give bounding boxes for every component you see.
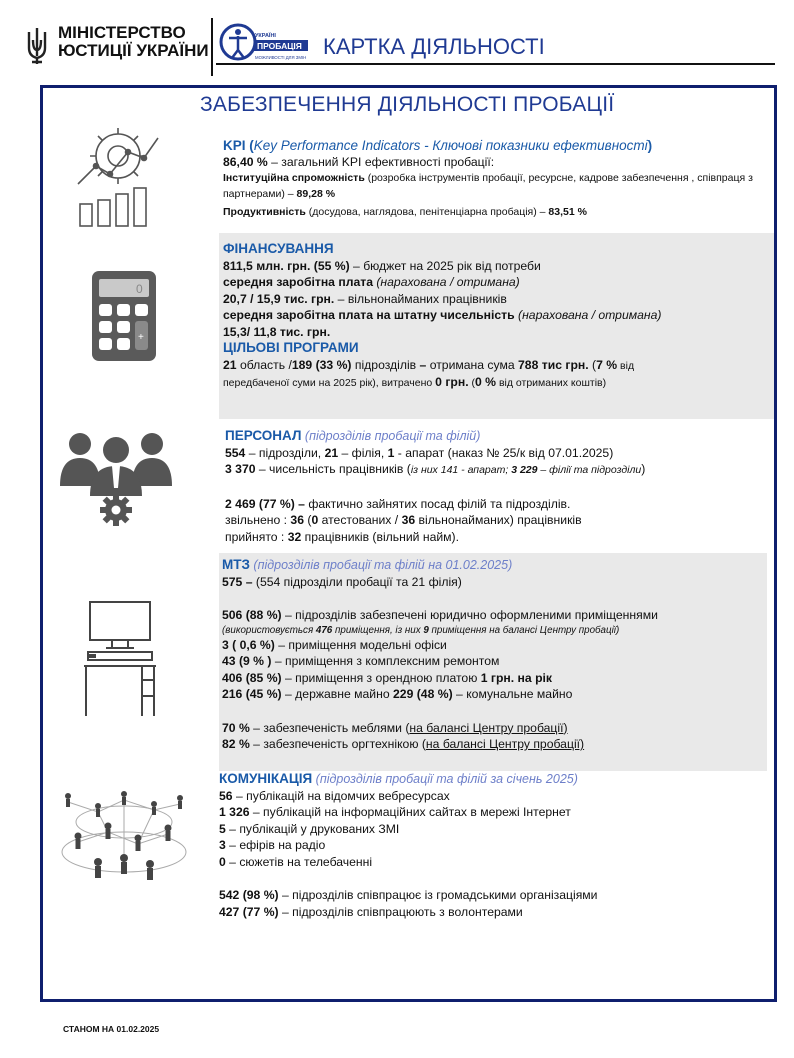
- t: – публікацій на відомчих вебресурсах: [232, 788, 450, 803]
- model-offices: 3 ( 0,6 %): [222, 637, 275, 652]
- mtz-premises-value: 506 (88 %): [222, 608, 282, 622]
- t: – ефірів на радіо: [225, 838, 326, 852]
- t: – забезпеченість меблями (: [249, 720, 410, 735]
- t: від отриманих коштів): [496, 377, 607, 389]
- spent-amount: 0 грн.: [435, 375, 469, 389]
- footer-date: СТАНОМ НА 01.02.2025: [63, 1024, 160, 1034]
- t: – забезпеченість оргтехнікою (: [249, 737, 426, 751]
- kpi-productivity-label: Продуктивність: [223, 206, 306, 218]
- staff-count: 3 370: [225, 462, 256, 476]
- header-rule: [216, 63, 775, 65]
- occupied-positions: 2 469 (77 %) –: [225, 496, 305, 511]
- units-count: 554: [225, 445, 246, 460]
- budget-value: 811,5 млн. грн. (55 %): [223, 258, 350, 273]
- t: передбаченої суми на 2025 рік), витрачено: [223, 377, 436, 389]
- personnel-subheading: (підрозділів пробації та філій): [301, 429, 481, 443]
- radio-broadcasts: 3: [219, 838, 226, 852]
- finance-heading: ФІНАНСУВАННЯ: [223, 241, 334, 256]
- kpi-capacity-value: 89,28 %: [296, 188, 336, 200]
- header-divider: [211, 18, 213, 76]
- furniture-link: на балансі Центру пробації): [409, 720, 568, 735]
- ngo-cooperation: 542 (98 %): [219, 888, 279, 902]
- web-publications: 56: [219, 788, 233, 803]
- network-people-icon: [58, 782, 190, 882]
- finance-section: [223, 241, 768, 392]
- renovated-premises: 43 (9 % ): [222, 654, 272, 668]
- programs-percent: 7 %: [596, 357, 618, 372]
- kpi-productivity-value: 83,51 %: [548, 206, 587, 218]
- dismissed-certified: 0: [311, 513, 319, 527]
- furniture-value: 70 %: [222, 720, 250, 735]
- branches-count: 21: [324, 445, 339, 460]
- budget-text: – бюджет на 2025 рік від потреби: [349, 258, 541, 273]
- ministry-line-2: ЮСТИЦІЇ УКРАЇНИ: [58, 41, 209, 60]
- personnel-section: [225, 428, 770, 545]
- t: – підрозділів співпрацює із громадськими організаціями: [278, 888, 598, 902]
- equipment-value: 82 %: [222, 737, 250, 751]
- mtz-subheading: (підрозділів пробації та філій на 01.02.2025): [249, 558, 513, 572]
- t: – сюжетів на телебаченні: [225, 854, 373, 869]
- staff-salary-note: (нарахована / отримана): [514, 308, 662, 322]
- t: приміщення, із них: [332, 624, 424, 636]
- equipment-link: на балансі Центру пробації): [425, 737, 585, 751]
- t: (використовується: [222, 624, 316, 636]
- t: (: [588, 357, 597, 372]
- internet-publications: 1 326: [219, 805, 250, 819]
- volunteer-cooperation: 427 (77 %): [219, 904, 279, 919]
- t: від: [617, 359, 635, 372]
- kpi-capacity-label: Інституційна спроможність: [223, 172, 365, 184]
- t: – публікацій на інформаційних сайтах в мережі Інтернет: [249, 805, 571, 819]
- t: – підрозділів співпрацюють з волонтерами: [278, 904, 523, 919]
- print-publications: 5: [219, 821, 226, 836]
- t: фактично зайнятих посад філій та підрозділів.: [304, 496, 571, 511]
- t: –: [419, 357, 427, 372]
- mtz-section: [222, 557, 767, 753]
- t: – приміщення з орендною платою: [281, 670, 481, 685]
- t: – публікацій у друкованих ЗМІ: [225, 821, 400, 836]
- programs-amount: 788 тис грн.: [518, 357, 589, 372]
- mtz-total: 575 –: [222, 574, 253, 589]
- communication-section: [219, 771, 764, 920]
- avg-salary-text: – вільнонайманих працівників: [334, 291, 507, 306]
- premises-used: 476: [315, 624, 333, 636]
- t: – комунальне майно: [452, 687, 573, 701]
- hired-count: 32: [287, 529, 302, 544]
- calculator-icon: [92, 271, 156, 361]
- premises-balance: 9: [423, 624, 429, 636]
- kpi-productivity-text: (досудова, наглядова, пенітенціарна пробація) –: [305, 206, 549, 218]
- branches-staff: 3 229: [511, 464, 538, 476]
- ministry-line-1: МІНІСТЕРСТВО: [58, 23, 186, 42]
- t: – філія,: [338, 445, 388, 460]
- programs-units: 189 (33 %): [291, 357, 352, 372]
- page-title: КАРТКА ДІЯЛЬНОСТІ: [323, 34, 545, 59]
- t: підрозділів: [351, 357, 420, 372]
- t: звільнено :: [225, 513, 291, 527]
- avg-salary-note: (нарахована / отримана): [372, 275, 520, 289]
- t: отримана сума: [426, 357, 519, 372]
- t: атестованих /: [318, 513, 402, 527]
- computer-desk-icon: [82, 600, 158, 718]
- t: – приміщення з комплексним ремонтом: [271, 654, 500, 668]
- tv-stories: 0: [219, 854, 226, 869]
- comm-subheading: (підрозділів пробації та філій за січень 2025): [312, 772, 578, 786]
- avg-salary-label: середня заробітна плата: [223, 275, 373, 289]
- t: (554 підрозділи пробації та 21 філія): [252, 574, 462, 589]
- t: ): [641, 462, 646, 476]
- comm-heading: КОМУНІКАЦІЯ: [219, 771, 313, 786]
- kpi-total-text: – загальний KPI ефективності пробації:: [267, 155, 495, 169]
- apparatus-count: 1: [387, 445, 395, 460]
- ministry-name: [58, 24, 209, 60]
- kpi-total-value: 86,40 %: [223, 155, 268, 169]
- t: – підрозділи,: [245, 445, 325, 460]
- t: (: [468, 377, 476, 389]
- avg-salary-value: 20,7 / 15,9 тис. грн.: [223, 291, 335, 306]
- t: – державне майно: [281, 687, 394, 701]
- personnel-heading: ПЕРСОНАЛ: [225, 428, 302, 443]
- spent-percent: 0 %: [475, 375, 497, 389]
- t: приміщення на балансі Центру пробації): [428, 624, 620, 636]
- logo-text-1: УКРАЇНІ: [255, 33, 276, 39]
- header: [0, 0, 794, 76]
- kpi-capacity-text: (розробка інструментів пробації, ресурсне, кадрове забезпечення , співпраця з партнерами) –: [223, 172, 753, 200]
- kpi-heading-italic: Key Performance Indicators - Ключові показники ефективності: [253, 138, 648, 153]
- kpi-section: [223, 138, 763, 220]
- logo-text-2: ПРОБАЦІЯ: [257, 41, 302, 51]
- programs-heading: ЦІЛЬОВІ ПРОГРАМИ: [223, 340, 359, 355]
- rent-price: 1 грн. на рік: [480, 670, 552, 685]
- dismissed-civil: 36: [401, 513, 416, 527]
- t: - апарат (наказ № 25/к від 07.01.2025): [394, 445, 614, 460]
- t: область /: [236, 357, 292, 372]
- t: – чисельність працівників (: [255, 462, 411, 476]
- t: – приміщення модельні офіси: [274, 637, 447, 652]
- t: працівників (вільний найм).: [301, 529, 459, 544]
- kpi-heading: KPI: [223, 138, 246, 153]
- dismissed-count: 36: [290, 513, 304, 527]
- staff-salary-label: середня заробітна плата на штатну чисельність: [223, 308, 515, 322]
- svg-text:0: 0: [136, 282, 143, 296]
- t: вільнонайманих) працівників: [415, 513, 582, 527]
- t: прийнято :: [225, 529, 288, 544]
- programs-regions: 21: [223, 357, 237, 372]
- kpi-paren-close: ): [647, 138, 653, 153]
- t: – філії та підрозділи: [537, 464, 642, 476]
- logo-text-3: МОЖЛИВОСТІ ДЛЯ ЗМІН: [255, 55, 307, 60]
- t: із них 141 - апарат;: [410, 464, 512, 476]
- kpi-paren: (: [245, 138, 254, 153]
- staff-salary-value: 15,3/ 11,8 тис. грн.: [223, 324, 331, 339]
- t: (: [303, 513, 312, 527]
- state-property: 216 (45 %): [222, 687, 282, 701]
- svg-text:+: +: [138, 332, 144, 343]
- personnel-group-icon: [60, 428, 172, 528]
- t: – підрозділів забезпечені юридично оформленими приміщеннями: [281, 608, 658, 622]
- mtz-heading: МТЗ: [222, 557, 250, 572]
- communal-property: 229 (48 %): [393, 687, 453, 701]
- kpi-gear-chart-icon: [70, 122, 166, 230]
- trident-icon: [26, 26, 48, 66]
- main-title: ЗАБЕЗПЕЧЕННЯ ДІЯЛЬНОСТІ ПРОБАЦІЇ: [200, 93, 615, 116]
- rented-premises: 406 (85 %): [222, 670, 282, 685]
